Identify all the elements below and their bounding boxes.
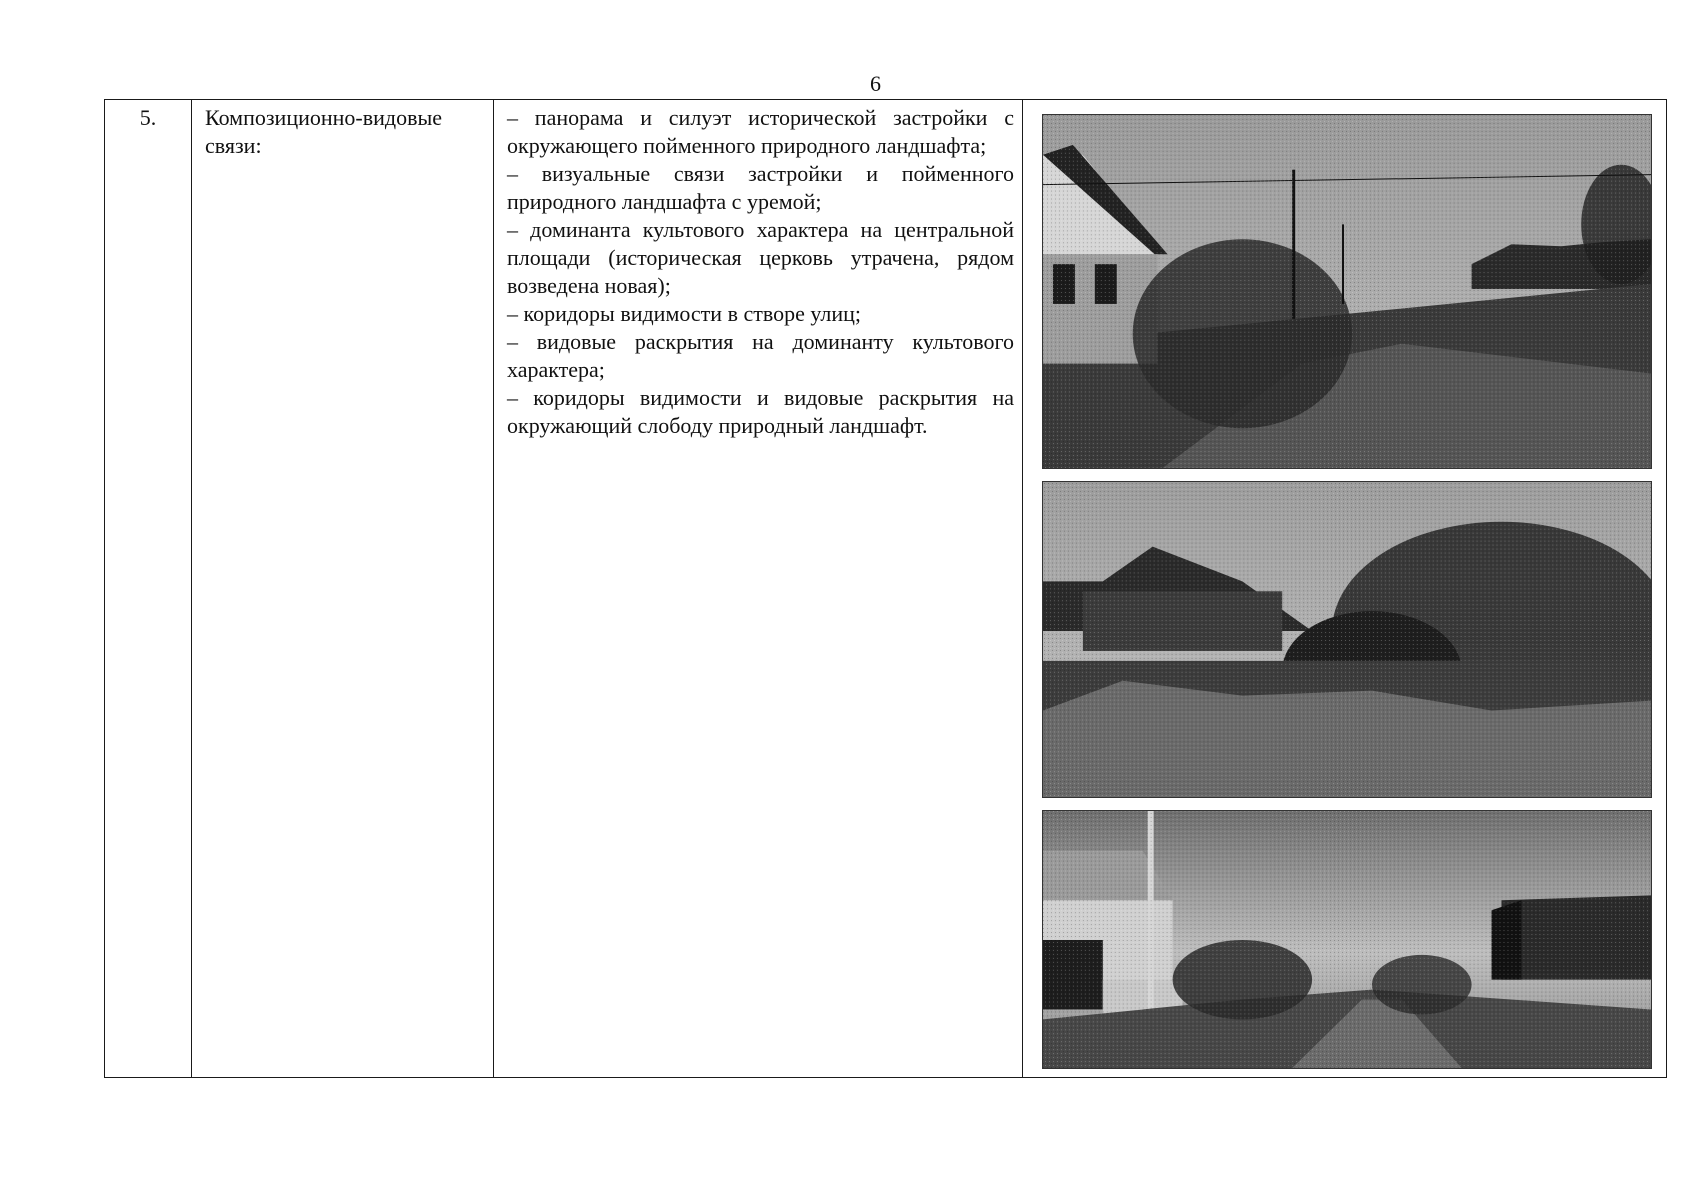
row-number: 5. — [139, 105, 157, 130]
column-divider — [191, 100, 192, 1077]
row-description — [507, 104, 1014, 440]
description-item: – панорама и силуэт исторической застройки с окружающего пойменного природного ландшафта; — [507, 105, 1014, 158]
photo-image — [1043, 482, 1651, 797]
description-item: – визуальные связи застройки и пойменного природного ландшафта с уремой; — [507, 161, 1014, 214]
column-divider — [1022, 100, 1023, 1077]
description-item: – видовые раскрытия на доминанту культового характера; — [507, 329, 1014, 382]
document-table — [104, 99, 1667, 1078]
photo-village-street-house-left — [1042, 114, 1652, 469]
photo-image — [1043, 811, 1651, 1068]
photo-image — [1043, 115, 1651, 468]
column-divider — [493, 100, 494, 1077]
photo-house-behind-overgrown-grass — [1042, 481, 1652, 798]
description-item: – коридоры видимости и видовые раскрытия на окружающий слободу природный ландшафт. — [507, 385, 1014, 438]
page-number: 6 — [870, 71, 881, 96]
description-item: – коридоры видимости в створе улиц; — [507, 301, 862, 326]
photo-village-road-with-pole-and-houses — [1042, 810, 1652, 1069]
row-label: Композиционно-видовые связи: — [205, 105, 443, 158]
description-item: – доминанта культового характера на центральной площади (историческая церковь утрачена, рядом возведена новая); — [507, 217, 1014, 298]
